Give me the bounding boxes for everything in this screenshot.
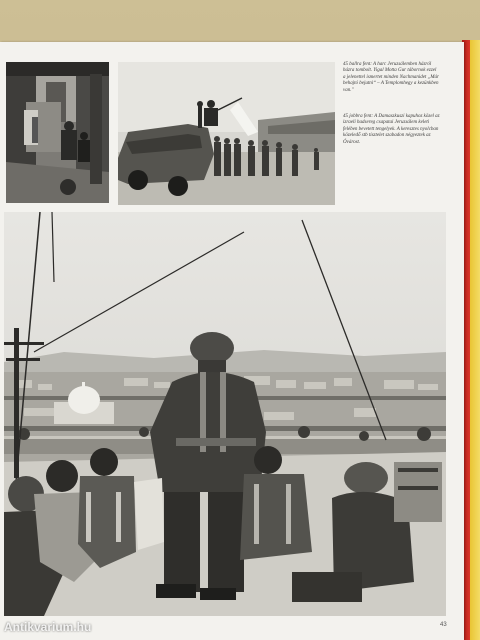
caption-bottom-photo: 45 jobbra fent: A Damaszkuszi kapuhoz közel az izraeli hadsereg csapatai Jeruzsálem keleti felében bevetett tengelyek. A keresztes nyolcban közeledő stb tisztelet szabadon négyeztek az Óvárost.	[343, 114, 440, 145]
photo-soldiers-in-ruins	[6, 62, 109, 203]
page-number: 43	[440, 622, 447, 628]
photo-soldiers-overlooking-jerusalem	[4, 212, 446, 616]
photo-armored-vehicle	[118, 62, 335, 205]
caption-top-photos: 45 ballra fent: A harc Jeruzsálemben házról házra tombolt. Yigal Motta Gur tábornok ezzel a jelenettel ismertet minden Nachmanidet „Már behajtó bejutni“ – A Templomhegy a kezünkben van."	[343, 62, 439, 93]
watermark-logo: Antikvarium.hu	[4, 620, 92, 634]
book-cover-edge-yellow	[470, 40, 480, 640]
